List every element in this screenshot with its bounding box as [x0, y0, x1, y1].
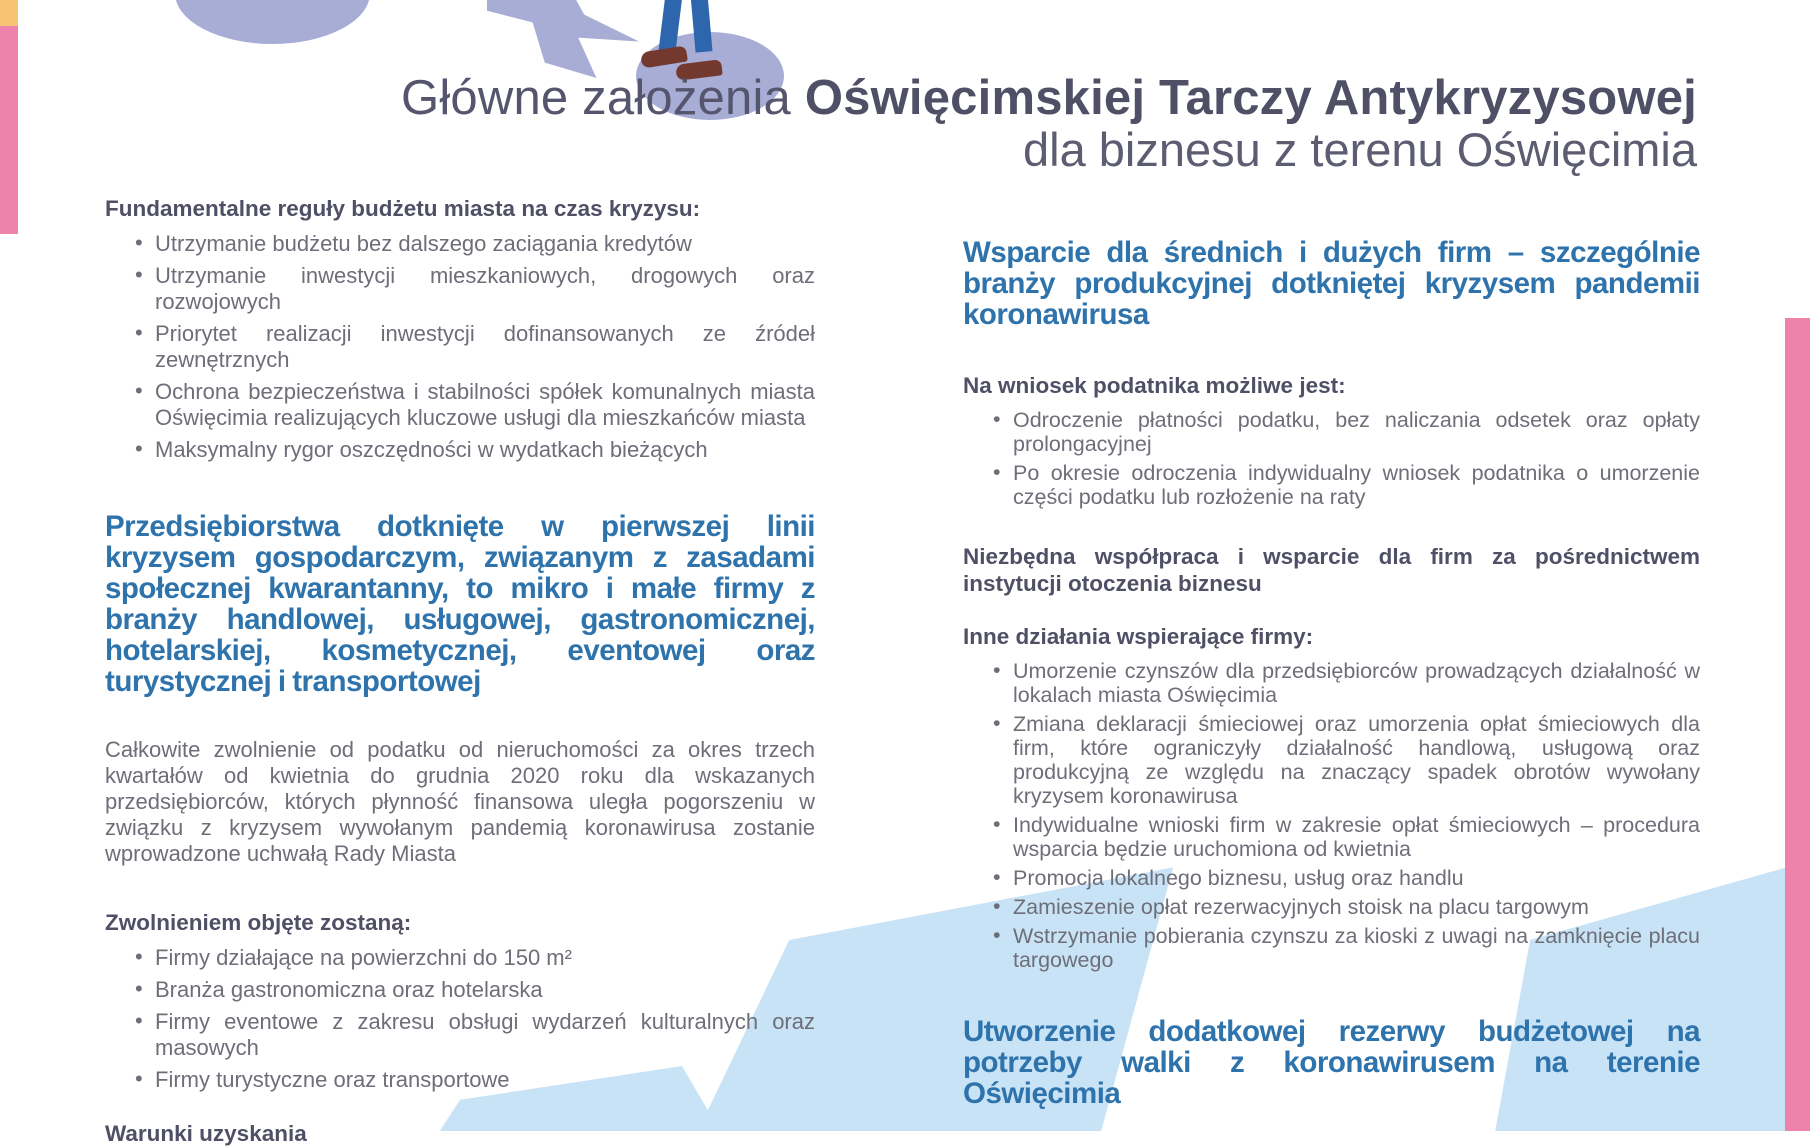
list-item-text: Maksymalny rygor oszczędności w wydatkach bieżących [155, 437, 708, 462]
list-item [105, 379, 815, 431]
list-item [105, 1067, 815, 1093]
bullet-icon: • [993, 894, 1001, 918]
yellow-corner-bar [0, 0, 18, 26]
list-item [105, 321, 815, 373]
budget-rules-list [105, 231, 815, 463]
other-actions-list [963, 659, 1700, 972]
bullet-icon: • [135, 262, 143, 287]
list-item-text: Indywidualne wnioski firm w zakresie opłat śmieciowych – procedura wsparcia będzie uruchomiona od kwietnia [1013, 813, 1700, 861]
page-subtitle: dla biznesu z terenu Oświęcimia [1023, 123, 1697, 176]
list-item [963, 659, 1700, 707]
bullet-icon: • [135, 230, 143, 255]
budget-rules-heading: Fundamentalne reguły budżetu miasta na czas kryzysu: [105, 196, 701, 221]
list-item [105, 231, 815, 257]
page-title [105, 72, 1697, 124]
bullet-icon: • [993, 923, 1001, 947]
bullet-icon: • [135, 976, 143, 1001]
list-item [963, 866, 1700, 890]
list-item [105, 945, 815, 971]
list-item [105, 437, 815, 463]
list-item [963, 408, 1700, 456]
bullet-icon: • [993, 460, 1001, 484]
right-column [963, 237, 1700, 1109]
list-item [963, 924, 1700, 972]
bullet-icon: • [135, 378, 143, 403]
list-item [105, 1009, 815, 1061]
lavender-arrow-shape [487, 0, 639, 78]
support-medium-large-lead: Wsparcie dla średnich i dużych firm – szczególnie branży produkcyjnej dotkniętej kryzysem pandemii koronawirusa [963, 236, 1700, 331]
list-item [963, 461, 1700, 509]
list-item [963, 895, 1700, 919]
title-block [105, 72, 1697, 175]
list-item-text: Po okresie odroczenia indywidualny wniosek podatnika o umorzenie części podatku lub rozłożenie na raty [1013, 461, 1700, 509]
bullet-icon: • [993, 812, 1001, 836]
pink-edge-bar-right [1785, 318, 1810, 1131]
exemption-scope-heading: Zwolnieniem objęte zostaną: [105, 910, 412, 935]
tax-relief-paragraph: Całkowite zwolnienie od podatku od nieruchomości za okres trzech kwartałów od kwietnia do grudnia 2020 roku dla wskazanych przedsiębiorców, których płynność finansowa uległa pogorszeniu w związku z kryzysem wywołanym pandemią koronawirusa zostanie wprowadzone uchwałą Rady Miasta [105, 737, 815, 866]
left-column [105, 195, 815, 1099]
bullet-icon: • [135, 944, 143, 969]
list-item-text: Priorytet realizacji inwestycji dofinansowanych ze źródeł zewnętrznych [155, 321, 815, 372]
lavender-blob-shape [175, 0, 370, 44]
pink-edge-bar-left [0, 26, 18, 234]
list-item-text: Umorzenie czynszów dla przedsiębiorców prowadzących działalność w lokalach miasta Oświęcimia [1013, 659, 1700, 707]
list-item-text: Branża gastronomiczna oraz hotelarska [155, 977, 543, 1002]
list-item [963, 712, 1700, 808]
list-item-text: Firmy turystyczne oraz transportowe [155, 1067, 510, 1092]
list-item-text: Utrzymanie budżetu bez dalszego zaciągania kredytów [155, 231, 692, 256]
cooperation-heading: Niezbędna współpraca i wsparcie dla firm za pośrednictwem instytucji otoczenia biznesu [963, 544, 1700, 596]
list-item-text: Utrzymanie inwestycji mieszkaniowych, drogowych oraz rozwojowych [155, 263, 815, 314]
list-item [105, 263, 815, 315]
list-item-text: Firmy działające na powierzchni do 150 m² [155, 945, 572, 970]
bullet-icon: • [135, 1066, 143, 1091]
bullet-icon: • [135, 320, 143, 345]
list-item [105, 977, 815, 1003]
list-item [963, 813, 1700, 861]
bullet-icon: • [135, 1008, 143, 1033]
budget-reserve-lead: Utworzenie dodatkowej rezerwy budżetowej na potrzeby walki z koronawirusem na terenie Oświęcimia [963, 1015, 1700, 1110]
list-item-text: Odroczenie płatności podatku, bez naliczania odsetek oraz opłaty prolongacyjnej [1013, 408, 1700, 456]
bullet-icon: • [993, 407, 1001, 431]
bullet-icon: • [993, 711, 1001, 735]
list-item-text: Wstrzymanie pobierania czynszu za kioski z uwagi na zamknięcie placu targowego [1013, 924, 1700, 972]
list-item-text: Ochrona bezpieczeństwa i stabilności spółek komunalnych miasta Oświęcimia realizujących kluczowe usługi dla mieszkańców miasta [155, 379, 815, 430]
bullet-icon: • [135, 436, 143, 461]
bullet-icon: • [993, 865, 1001, 889]
list-item-text: Promocja lokalnego biznesu, usług oraz handlu [1013, 866, 1464, 890]
taxpayer-request-heading: Na wniosek podatnika możliwe jest: [963, 373, 1346, 398]
bullet-icon: • [993, 658, 1001, 682]
page-title-bold: Oświęcimskiej Tarczy Antykryzysowej [804, 71, 1697, 125]
exemption-scope-list [105, 945, 815, 1093]
other-actions-heading: Inne działania wspierające firmy: [963, 624, 1314, 649]
taxpayer-request-list [963, 408, 1700, 509]
list-item-text: Firmy eventowe z zakresu obsługi wydarzeń kulturalnych oraz masowych [155, 1009, 815, 1060]
list-item-text: Zamieszenie opłat rezerwacyjnych stoisk na placu targowym [1013, 895, 1589, 919]
page-title-light: Główne założenia [401, 71, 805, 125]
clipped-bottom-heading: Warunki uzyskania [105, 1121, 307, 1146]
list-item-text: Zmiana deklaracji śmieciowej oraz umorzenia opłat śmieciowych dla firm, które ograniczyły działalność handlową, usługową oraz produkcyjną ze względu na znaczący spadek obrotów wywołany kryzysem koronawirusa [1013, 712, 1700, 808]
affected-companies-lead: Przedsiębiorstwa dotknięte w pierwszej linii kryzysem gospodarczym, związanym z zasadami społecznej kwarantanny, to mikro i małe firmy z branży handlowej, usługowej, gastronomicznej, hotelarskiej, kosmetycznej, eventowej oraz turystycznej i transportowej [105, 510, 815, 698]
